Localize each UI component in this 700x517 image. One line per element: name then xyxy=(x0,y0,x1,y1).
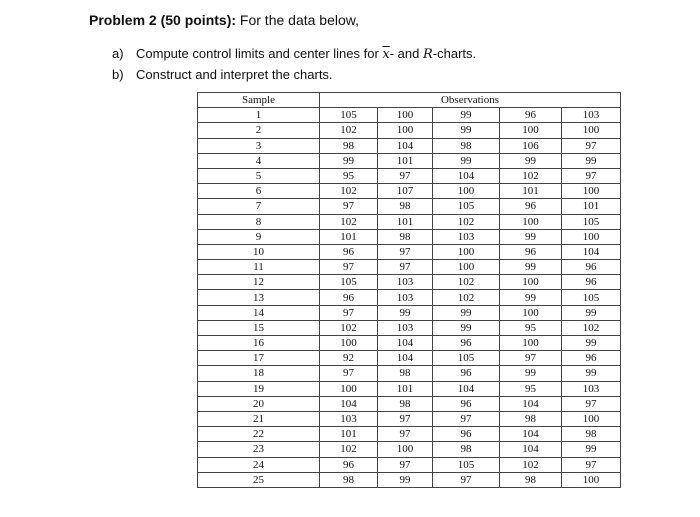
observation-cell: 99 xyxy=(500,290,562,305)
table-row xyxy=(198,396,621,411)
sample-number-cell: 11 xyxy=(198,260,320,275)
table-row xyxy=(198,244,621,259)
observation-cell: 104 xyxy=(378,138,433,153)
table-row xyxy=(198,411,621,426)
observation-cell: 97 xyxy=(378,427,433,442)
observation-cell: 97 xyxy=(562,138,621,153)
table-row xyxy=(198,153,621,168)
observation-cell: 99 xyxy=(562,336,621,351)
observation-cell: 100 xyxy=(500,275,562,290)
observation-cell: 98 xyxy=(378,366,433,381)
observation-cell: 99 xyxy=(562,366,621,381)
problem-heading xyxy=(89,12,359,28)
table-body xyxy=(198,108,621,488)
observation-cell: 104 xyxy=(320,396,378,411)
observation-cell: 97 xyxy=(562,457,621,472)
observation-cell: 102 xyxy=(320,320,378,335)
observation-cell: 105 xyxy=(433,457,500,472)
observation-cell: 96 xyxy=(433,366,500,381)
observation-cell: 98 xyxy=(378,229,433,244)
observation-cell: 103 xyxy=(378,275,433,290)
sample-number-cell: 7 xyxy=(198,199,320,214)
observation-cell: 100 xyxy=(433,244,500,259)
observation-cell: 102 xyxy=(320,123,378,138)
observation-cell: 103 xyxy=(378,320,433,335)
observation-cell: 104 xyxy=(433,381,500,396)
observation-cell: 99 xyxy=(500,229,562,244)
observation-cell: 102 xyxy=(433,290,500,305)
observation-cell: 95 xyxy=(500,381,562,396)
observation-cell: 98 xyxy=(433,138,500,153)
part-a-text-after: -charts. xyxy=(432,46,477,61)
sample-number-cell: 24 xyxy=(198,457,320,472)
observation-cell: 97 xyxy=(320,260,378,275)
part-b-label: b) xyxy=(112,67,124,82)
observation-cell: 104 xyxy=(500,442,562,457)
table-row xyxy=(198,381,621,396)
observation-cell: 100 xyxy=(433,184,500,199)
observation-cell: 99 xyxy=(433,320,500,335)
table-row xyxy=(198,442,621,457)
observation-cell: 98 xyxy=(433,442,500,457)
part-a xyxy=(112,44,476,65)
table-row xyxy=(198,320,621,335)
observation-cell: 99 xyxy=(562,305,621,320)
observation-cell: 99 xyxy=(433,108,500,123)
table-row xyxy=(198,168,621,183)
sample-number-cell: 6 xyxy=(198,184,320,199)
observation-cell: 96 xyxy=(433,336,500,351)
observation-cell: 97 xyxy=(433,472,500,487)
observation-cell: 101 xyxy=(378,381,433,396)
observation-cell: 100 xyxy=(562,184,621,199)
sample-number-cell: 23 xyxy=(198,442,320,457)
observation-cell: 97 xyxy=(562,396,621,411)
sample-number-cell: 3 xyxy=(198,138,320,153)
table-row xyxy=(198,457,621,472)
observation-cell: 98 xyxy=(320,472,378,487)
observation-cell: 96 xyxy=(433,396,500,411)
table-row xyxy=(198,305,621,320)
observation-cell: 97 xyxy=(562,168,621,183)
observation-cell: 96 xyxy=(562,351,621,366)
observation-cell: 102 xyxy=(562,320,621,335)
sample-number-cell: 25 xyxy=(198,472,320,487)
sample-number-cell: 15 xyxy=(198,320,320,335)
table-row xyxy=(198,290,621,305)
table-row xyxy=(198,123,621,138)
observation-cell: 101 xyxy=(378,153,433,168)
observation-cell: 105 xyxy=(562,290,621,305)
part-a-text-mid: - and xyxy=(389,46,423,61)
table-row xyxy=(198,260,621,275)
part-a-text-before: Compute control limits and center lines for xyxy=(136,46,383,61)
observation-cell: 105 xyxy=(320,108,378,123)
observation-cell: 98 xyxy=(378,199,433,214)
observation-cell: 101 xyxy=(500,184,562,199)
observation-cell: 102 xyxy=(320,214,378,229)
observation-cell: 96 xyxy=(320,244,378,259)
observation-cell: 100 xyxy=(378,123,433,138)
problem-parts xyxy=(112,44,476,85)
observation-cell: 105 xyxy=(320,275,378,290)
table-row xyxy=(198,229,621,244)
observation-cell: 100 xyxy=(562,472,621,487)
observation-cell: 96 xyxy=(433,427,500,442)
observation-cell: 97 xyxy=(378,168,433,183)
sample-number-cell: 19 xyxy=(198,381,320,396)
observation-cell: 97 xyxy=(320,305,378,320)
problem-title-rest: For the data below, xyxy=(236,12,359,28)
problem-title-bold: Problem 2 (50 points): xyxy=(89,12,237,28)
observation-cell: 102 xyxy=(500,168,562,183)
observation-cell: 97 xyxy=(320,366,378,381)
sample-number-cell: 1 xyxy=(198,108,320,123)
observation-cell: 99 xyxy=(378,305,433,320)
observation-cell: 99 xyxy=(500,153,562,168)
table-row xyxy=(198,199,621,214)
observation-cell: 99 xyxy=(500,260,562,275)
sample-number-cell: 10 xyxy=(198,244,320,259)
table-row xyxy=(198,472,621,487)
observation-cell: 99 xyxy=(562,153,621,168)
observation-cell: 98 xyxy=(562,427,621,442)
observation-cell: 95 xyxy=(320,168,378,183)
observation-cell: 102 xyxy=(320,442,378,457)
observation-cell: 96 xyxy=(562,275,621,290)
observation-cell: 97 xyxy=(378,411,433,426)
observation-cell: 96 xyxy=(500,199,562,214)
observation-cell: 98 xyxy=(320,138,378,153)
observation-cell: 101 xyxy=(562,199,621,214)
observation-cell: 97 xyxy=(378,260,433,275)
sample-number-cell: 2 xyxy=(198,123,320,138)
table-row xyxy=(198,336,621,351)
observation-cell: 97 xyxy=(378,457,433,472)
sample-number-cell: 9 xyxy=(198,229,320,244)
observation-cell: 103 xyxy=(433,229,500,244)
xbar-symbol: $\overline{x}$ xyxy=(382,47,390,62)
observation-cell: 103 xyxy=(378,290,433,305)
observation-cell: 96 xyxy=(320,457,378,472)
table-row xyxy=(198,351,621,366)
observation-cell: 97 xyxy=(500,351,562,366)
observation-cell: 99 xyxy=(500,366,562,381)
observation-cell: 98 xyxy=(500,411,562,426)
sample-number-cell: 8 xyxy=(198,214,320,229)
observation-cell: 104 xyxy=(378,336,433,351)
table-row xyxy=(198,214,621,229)
observation-cell: 103 xyxy=(562,381,621,396)
observation-cell: 102 xyxy=(320,184,378,199)
sample-number-cell: 17 xyxy=(198,351,320,366)
sample-number-cell: 14 xyxy=(198,305,320,320)
observation-cell: 100 xyxy=(500,214,562,229)
observation-cell: 102 xyxy=(433,275,500,290)
observation-cell: 100 xyxy=(378,442,433,457)
observation-cell: 104 xyxy=(500,427,562,442)
observation-cell: 97 xyxy=(433,411,500,426)
observation-cell: 104 xyxy=(433,168,500,183)
observation-cell: 102 xyxy=(500,457,562,472)
observation-cell: 101 xyxy=(320,427,378,442)
sample-number-cell: 16 xyxy=(198,336,320,351)
sample-number-cell: 18 xyxy=(198,366,320,381)
observations-table xyxy=(197,92,621,488)
observation-cell: 100 xyxy=(562,229,621,244)
part-b-text: Construct and interpret the charts. xyxy=(136,67,333,82)
observation-cell: 97 xyxy=(378,244,433,259)
observation-cell: 106 xyxy=(500,138,562,153)
header-observations: Observations xyxy=(320,93,621,108)
observation-cell: 104 xyxy=(378,351,433,366)
observation-cell: 104 xyxy=(500,396,562,411)
observation-cell: 100 xyxy=(433,260,500,275)
observation-cell: 96 xyxy=(320,290,378,305)
sample-number-cell: 22 xyxy=(198,427,320,442)
observation-cell: 97 xyxy=(320,199,378,214)
header-sample: Sample xyxy=(198,93,320,108)
observation-cell: 101 xyxy=(378,214,433,229)
table-row xyxy=(198,108,621,123)
observation-cell: 100 xyxy=(500,336,562,351)
observation-cell: 99 xyxy=(433,153,500,168)
observation-cell: 107 xyxy=(378,184,433,199)
observation-cell: 100 xyxy=(562,411,621,426)
part-a-label: a) xyxy=(112,46,124,61)
observation-cell: 98 xyxy=(378,396,433,411)
observation-cell: 99 xyxy=(320,153,378,168)
part-a-text xyxy=(136,44,476,65)
observation-cell: 99 xyxy=(378,472,433,487)
observation-cell: 98 xyxy=(500,472,562,487)
table-row xyxy=(198,138,621,153)
observation-cell: 96 xyxy=(500,108,562,123)
observation-cell: 96 xyxy=(562,260,621,275)
observation-cell: 96 xyxy=(500,244,562,259)
observation-cell: 99 xyxy=(433,123,500,138)
sample-number-cell: 4 xyxy=(198,153,320,168)
observation-cell: 100 xyxy=(562,123,621,138)
sample-number-cell: 13 xyxy=(198,290,320,305)
table-row xyxy=(198,184,621,199)
observation-cell: 105 xyxy=(433,351,500,366)
observation-cell: 92 xyxy=(320,351,378,366)
r-symbol: R xyxy=(422,47,433,62)
observation-cell: 100 xyxy=(500,123,562,138)
observation-cell: 103 xyxy=(562,108,621,123)
table-row xyxy=(198,366,621,381)
sample-number-cell: 12 xyxy=(198,275,320,290)
observation-cell: 100 xyxy=(500,305,562,320)
observation-cell: 101 xyxy=(320,229,378,244)
observation-cell: 100 xyxy=(378,108,433,123)
observation-cell: 102 xyxy=(433,214,500,229)
observation-cell: 105 xyxy=(562,214,621,229)
table-row xyxy=(198,275,621,290)
sample-number-cell: 5 xyxy=(198,168,320,183)
observation-cell: 95 xyxy=(500,320,562,335)
table-row xyxy=(198,427,621,442)
sample-number-cell: 20 xyxy=(198,396,320,411)
observation-cell: 105 xyxy=(433,199,500,214)
observation-cell: 103 xyxy=(320,411,378,426)
observation-cell: 100 xyxy=(320,336,378,351)
observation-cell: 99 xyxy=(433,305,500,320)
sample-number-cell: 21 xyxy=(198,411,320,426)
observation-cell: 100 xyxy=(320,381,378,396)
table-header-row xyxy=(198,93,621,108)
observation-cell: 104 xyxy=(562,244,621,259)
part-b xyxy=(112,65,476,85)
observation-cell: 99 xyxy=(562,442,621,457)
